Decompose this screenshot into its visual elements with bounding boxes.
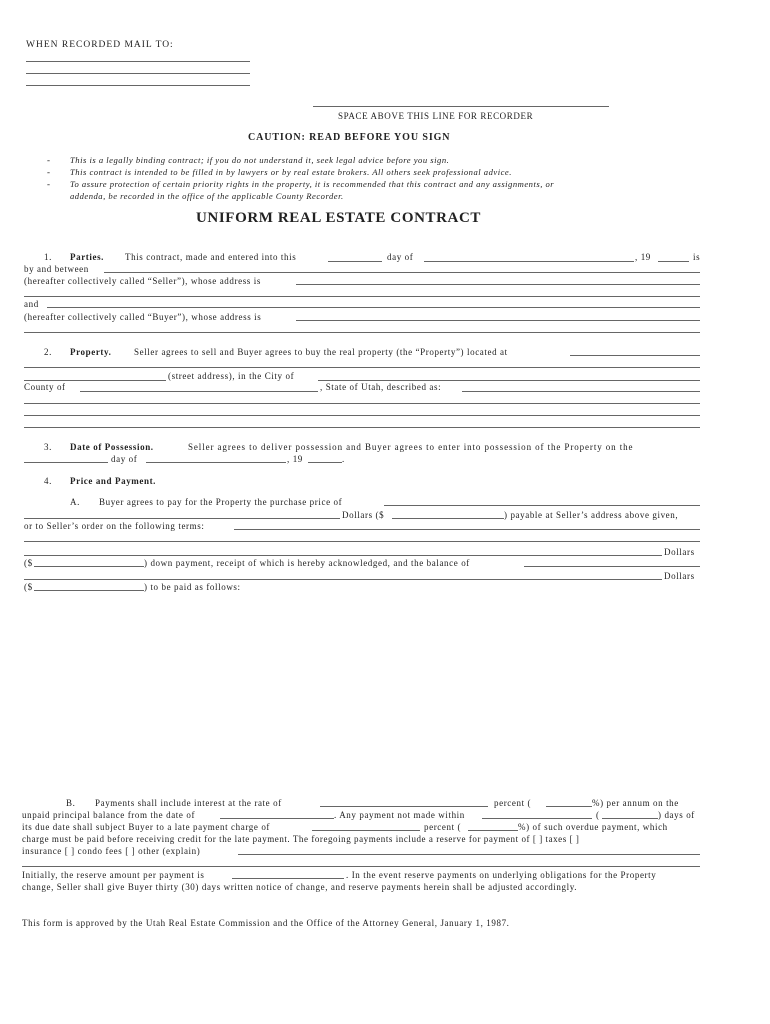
interest-text: charge must be paid before receiving credit for the late payment. The foregoing payments include a reserve for payment of [ ] taxes [ ]	[22, 834, 580, 844]
section-number: 4.	[44, 476, 52, 486]
interest-line-6a: Initially, the reserve amount per payment is	[22, 870, 205, 880]
section-number: 2.	[44, 347, 52, 357]
other-explain-field-2[interactable]	[22, 866, 700, 867]
price-a-line-2a: Dollars ($	[342, 510, 385, 520]
interest-line-3c: %) of such overdue payment, which	[518, 822, 668, 832]
seller-address-field[interactable]	[296, 284, 700, 285]
caution-heading: CAUTION: READ BEFORE YOU SIGN	[248, 132, 451, 143]
possession-text: Seller agrees to deliver possession and Buyer agrees to enter into possession of the Property on the	[188, 442, 634, 452]
balance-words-field-2[interactable]	[24, 579, 662, 580]
possession-month-field[interactable]	[146, 462, 286, 463]
grace-days-number-field[interactable]	[602, 818, 658, 819]
parties-line-1d: is	[693, 252, 701, 262]
property-line-2: (street address), in the City of	[168, 371, 295, 381]
approval-footer: This form is approved by the Utah Real Estate Commission and the Office of the Attorney General, January 1, 1987.	[22, 918, 510, 928]
other-explain-field[interactable]	[238, 854, 700, 855]
possession-day-field[interactable]	[24, 462, 108, 463]
buyer-address-field-2[interactable]	[24, 332, 700, 333]
possession-line-2c: .	[342, 454, 345, 464]
balance-words-field[interactable]	[524, 566, 700, 567]
mail-to-line-3[interactable]	[26, 85, 250, 86]
possession-line-2b: , 19	[287, 454, 303, 464]
description-field-3[interactable]	[24, 415, 700, 416]
interest-rate-percent-field[interactable]	[546, 806, 592, 807]
parties-line-1a: This contract, made and entered into this	[125, 252, 297, 262]
bullet: -	[47, 155, 51, 165]
interest-line-7: change, Seller shall give Buyer thirty (30) days written notice of change, and reserve payments herein shall be adjusted accordingly.	[22, 882, 578, 892]
late-charge-words-field[interactable]	[312, 830, 420, 831]
interest-line-3b: percent (	[424, 822, 462, 832]
parties-line-1b: day of	[387, 252, 414, 262]
description-field-4[interactable]	[24, 427, 700, 428]
parties-heading: Parties.	[70, 252, 105, 262]
balance-amount-field[interactable]	[34, 590, 144, 591]
buyer-address-field[interactable]	[296, 320, 700, 321]
possession-line-1	[188, 442, 700, 452]
price-a-line-5b: ) down payment, receipt of which is hereby acknowledged, and the balance of	[144, 558, 470, 568]
grace-days-words-field[interactable]	[482, 818, 592, 819]
bullet: -	[47, 179, 51, 189]
interest-b-label: B.	[66, 798, 76, 808]
section-number: 1.	[44, 252, 52, 262]
interest-line-1c: %) per annum on the	[592, 798, 679, 808]
interest-line-2a: unpaid principal balance from the date of	[22, 810, 196, 820]
dollars-label: Dollars	[664, 547, 695, 557]
property-line-3b: , State of Utah, described as:	[320, 382, 442, 392]
price-a-line-1: Buyer agrees to pay for the Property the purchase price of	[99, 497, 343, 507]
seller-name-field[interactable]	[104, 272, 700, 273]
parties-line-2: by and between	[24, 264, 89, 274]
month-field[interactable]	[424, 261, 634, 262]
price-a-line-2b: ) payable at Seller’s address above given,	[504, 510, 679, 520]
interest-line-1b: percent (	[494, 798, 532, 808]
year-field[interactable]	[658, 261, 689, 262]
recorded-mail-to-label: WHEN RECORDED MAIL TO:	[26, 40, 174, 50]
interest-line-2c: (	[596, 810, 600, 820]
interest-line-6b: . In the event reserve payments on underlying obligations for the Property	[346, 870, 657, 880]
terms-field[interactable]	[234, 529, 700, 530]
street-address-field[interactable]	[24, 380, 166, 381]
space-above-label: SPACE ABOVE THIS LINE FOR RECORDER	[338, 111, 534, 121]
section-number: 3.	[44, 442, 52, 452]
down-payment-words-field[interactable]	[24, 555, 662, 556]
buyer-name-field[interactable]	[47, 307, 700, 308]
purchase-price-words-field[interactable]	[384, 505, 700, 506]
terms-field-2[interactable]	[24, 541, 700, 542]
interest-line-2d: ) days of	[658, 810, 695, 820]
interest-line-4	[22, 834, 700, 844]
interest-line-1a: Payments shall include interest at the rate of	[95, 798, 282, 808]
price-a-line-5a: ($	[24, 558, 33, 568]
day-field[interactable]	[328, 261, 382, 262]
parties-line-1c: , 19	[635, 252, 651, 262]
possession-heading: Date of Possession.	[70, 442, 154, 452]
reserve-amount-field[interactable]	[232, 878, 344, 879]
document-title: UNIFORM REAL ESTATE CONTRACT	[196, 210, 482, 226]
recorder-line	[313, 106, 609, 107]
price-a-label: A.	[70, 497, 80, 507]
late-charge-percent-field[interactable]	[468, 830, 518, 831]
caution-item: To assure protection of certain priority rights in the property, it is recommended that this contract and any assignments, or	[70, 179, 555, 189]
property-heading: Property.	[70, 347, 112, 357]
purchase-price-words-field-2[interactable]	[24, 518, 340, 519]
property-location-field[interactable]	[570, 355, 700, 356]
interest-rate-words-field[interactable]	[320, 806, 488, 807]
bullet: -	[47, 167, 51, 177]
interest-line-3a: its due date shall subject Buyer to a late payment charge of	[22, 822, 271, 832]
price-a-line-7b: ) to be paid as follows:	[144, 582, 241, 592]
property-location-field-2[interactable]	[24, 367, 700, 368]
price-a-line-7a: ($	[24, 582, 33, 592]
mail-to-line-1[interactable]	[26, 61, 250, 62]
interest-start-date-field[interactable]	[220, 818, 334, 819]
description-field[interactable]	[462, 391, 700, 392]
caution-item: This contract is intended to be filled in by lawyers or by real estate brokers. All others seek professional advice.	[70, 167, 512, 177]
seller-address-field-2[interactable]	[24, 296, 700, 297]
price-heading: Price and Payment.	[70, 476, 157, 486]
parties-line-4: and	[24, 299, 39, 309]
description-field-2[interactable]	[24, 403, 700, 404]
city-field[interactable]	[318, 380, 700, 381]
caution-item: This is a legally binding contract; if you do not understand it, seek legal advice before you sign.	[70, 155, 450, 165]
parties-line-3: (hereafter collectively called “Seller”), whose address is	[24, 276, 261, 286]
possession-line-2a: day of	[111, 454, 138, 464]
parties-line-5: (hereafter collectively called “Buyer”), whose address is	[24, 312, 262, 322]
caution-item: addenda, be recorded in the office of the applicable County Recorder.	[70, 191, 344, 201]
down-payment-amount-field[interactable]	[34, 566, 144, 567]
dollars-label: Dollars	[664, 571, 695, 581]
purchase-price-amount-field[interactable]	[392, 518, 504, 519]
property-line-3a: County of	[24, 382, 66, 392]
property-line-1: Seller agrees to sell and Buyer agrees to buy the real property (the “Property”) located at	[134, 347, 508, 357]
possession-year-field[interactable]	[308, 462, 342, 463]
interest-line-2b: . Any payment not made within	[334, 810, 465, 820]
county-field[interactable]	[80, 391, 318, 392]
interest-line-5: insurance [ ] condo fees [ ] other (explain)	[22, 846, 201, 856]
price-a-line-3: or to Seller’s order on the following terms:	[24, 521, 205, 531]
mail-to-line-2[interactable]	[26, 73, 250, 74]
